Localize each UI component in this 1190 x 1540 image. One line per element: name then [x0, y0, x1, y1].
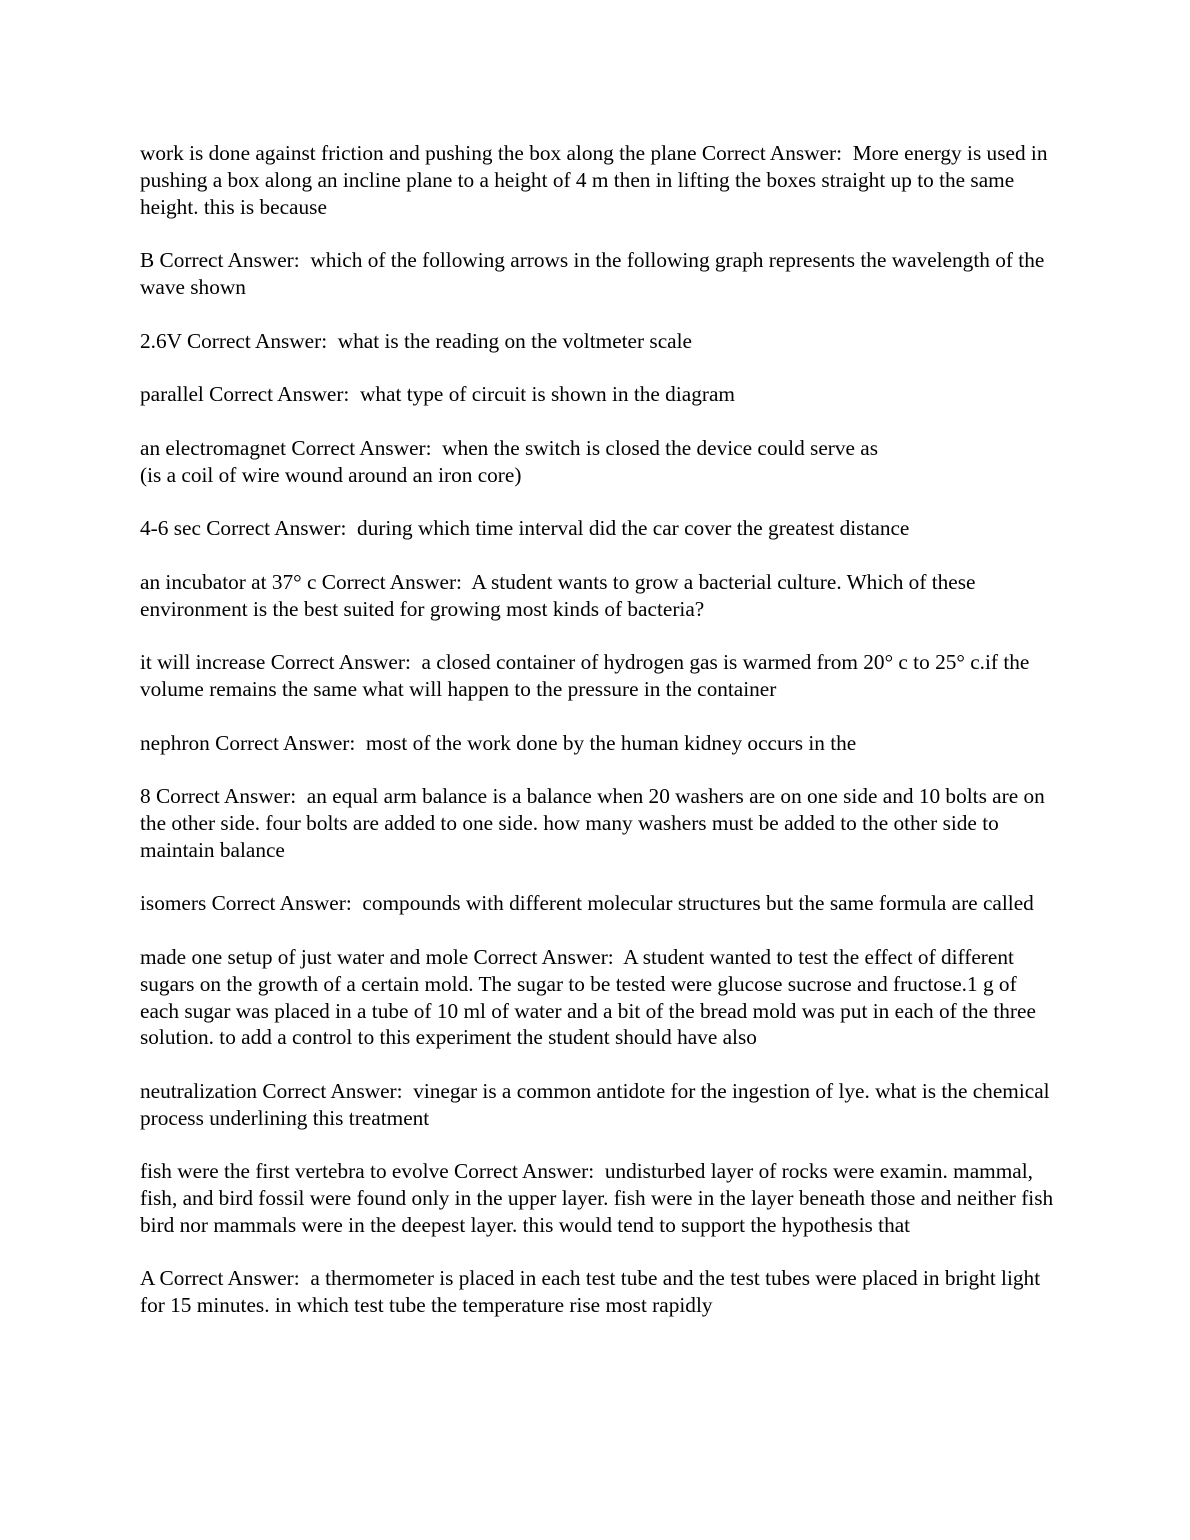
qa-entry-10: 8 Correct Answer: an equal arm balance is a balance when 20 washers are on one side and 10 bolts are on the other side. four bolts are added to one side. how many washers must be added to the other side to maintain balance	[140, 784, 1051, 862]
qa-entry-15: A Correct Answer: a thermometer is placed in each test tube and the test tubes were placed in bright light for 15 minutes. in which test tube the temperature rise most rapidly	[140, 1266, 1046, 1318]
qa-entry-4: parallel Correct Answer: what type of circuit is shown in the diagram	[140, 382, 735, 407]
qa-entry-13: neutralization Correct Answer: vinegar is a common antidote for the ingestion of lye. what is the chemical process underlining this treatment	[140, 1078, 1055, 1130]
qa-entry-1: work is done against friction and pushing the box along the plane Correct Answer: More energy is used in pushing a box along an incline plane to a height of 4 m then in lifting the boxes straight up to the same height. this is because	[140, 141, 1053, 219]
qa-entry-3: 2.6V Correct Answer: what is the reading on the voltmeter scale	[140, 328, 692, 353]
qa-entry-11: isomers Correct Answer: compounds with different molecular structures but the same formula are called	[140, 891, 1034, 916]
qa-entry-9: nephron Correct Answer: most of the work done by the human kidney occurs in the	[140, 730, 857, 755]
document-page	[140, 140, 1059, 1346]
qa-entry-12: made one setup of just water and mole Correct Answer: A student wanted to test the effect of different sugars on the growth of a certain mold. The sugar to be tested were glucose sucrose and fructose.1 g of each sugar was placed in a tube of 10 ml of water and a bit of the bread mold was put in each of the three solution. to add a control to this experiment the student should have also	[140, 944, 1042, 1050]
qa-entry-14: fish were the first vertebra to evolve Correct Answer: undisturbed layer of rocks were examin. mammal, fish, and bird fossil were found only in the upper layer. fish were in the layer beneath those and neither fish bird nor mammals were in the deepest layer. this would tend to support the hypothesis that	[140, 1159, 1059, 1237]
qa-entry-6: 4-6 sec Correct Answer: during which time interval did the car cover the greatest distance	[140, 516, 910, 541]
qa-entry-2: B Correct Answer: which of the following arrows in the following graph represents the wavelength of the wave shown	[140, 248, 1050, 299]
qa-entry-8: it will increase Correct Answer: a closed container of hydrogen gas is warmed from 20° c to 25° c.if the volume remains the same what will happen to the pressure in the container	[140, 650, 1035, 701]
qa-entry-5: an electromagnet Correct Answer: when the switch is closed the device could serve as (is a coil of wire wound around an iron core)	[140, 435, 879, 487]
qa-entry-7: an incubator at 37° c Correct Answer: A student wants to grow a bacterial culture. Which of these environment is the best suited for growing most kinds of bacteria?	[140, 569, 981, 621]
